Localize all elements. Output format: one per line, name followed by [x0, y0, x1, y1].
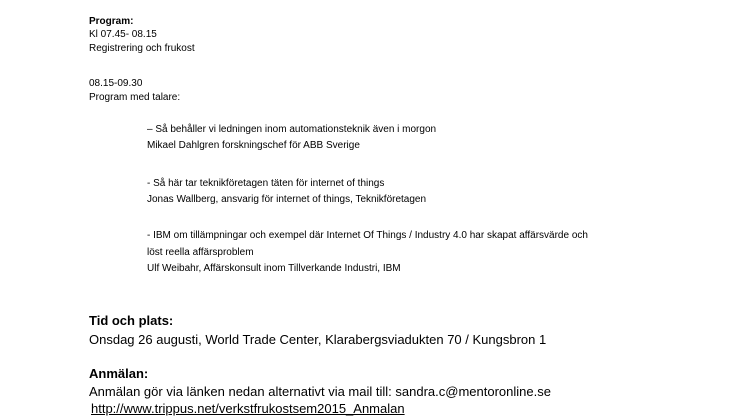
talk-1-title: – Så behåller vi ledningen inom automationsteknik även i morgon — [147, 124, 437, 135]
program-time-2: 08.15-09.30 — [89, 78, 143, 89]
venue-text: Onsdag 26 augusti, World Trade Center, Klarabergsviadukten 70 / Kungsbron 1 — [89, 332, 547, 347]
program-heading: Program: — [89, 16, 134, 27]
program-desc-1: Registrering och frukost — [89, 43, 195, 54]
talk-3-title-line-1: - IBM om tillämpningar och exempel där Internet Of Things / Industry 4.0 har skapat affärsvärde och — [147, 230, 588, 241]
registration-text: Anmälan gör via länken nedan alternativt via mail till: sandra.c@mentoronline.se — [89, 384, 551, 399]
talk-2-speaker: Jonas Wallberg, ansvarig för internet of things, Teknikföretagen — [147, 194, 427, 205]
talk-2-title: - Så här tar teknikföretagen täten för internet of things — [147, 178, 385, 189]
venue-heading: Tid och plats: — [89, 313, 174, 328]
program-desc-2: Program med talare: — [89, 92, 181, 103]
talk-3-title-line-2: löst reella affärsproblem — [147, 247, 254, 258]
program-time-1: Kl 07.45- 08.15 — [89, 29, 157, 40]
registration-heading: Anmälan: — [89, 366, 149, 381]
talk-3-speaker: Ulf Weibahr, Affärskonsult inom Tillverkande Industri, IBM — [147, 263, 401, 274]
registration-link[interactable]: http://www.trippus.net/verkstfrukostsem2015_Anmalan — [91, 401, 405, 416]
talk-1-speaker: Mikael Dahlgren forskningschef för ABB Sverige — [147, 140, 360, 151]
